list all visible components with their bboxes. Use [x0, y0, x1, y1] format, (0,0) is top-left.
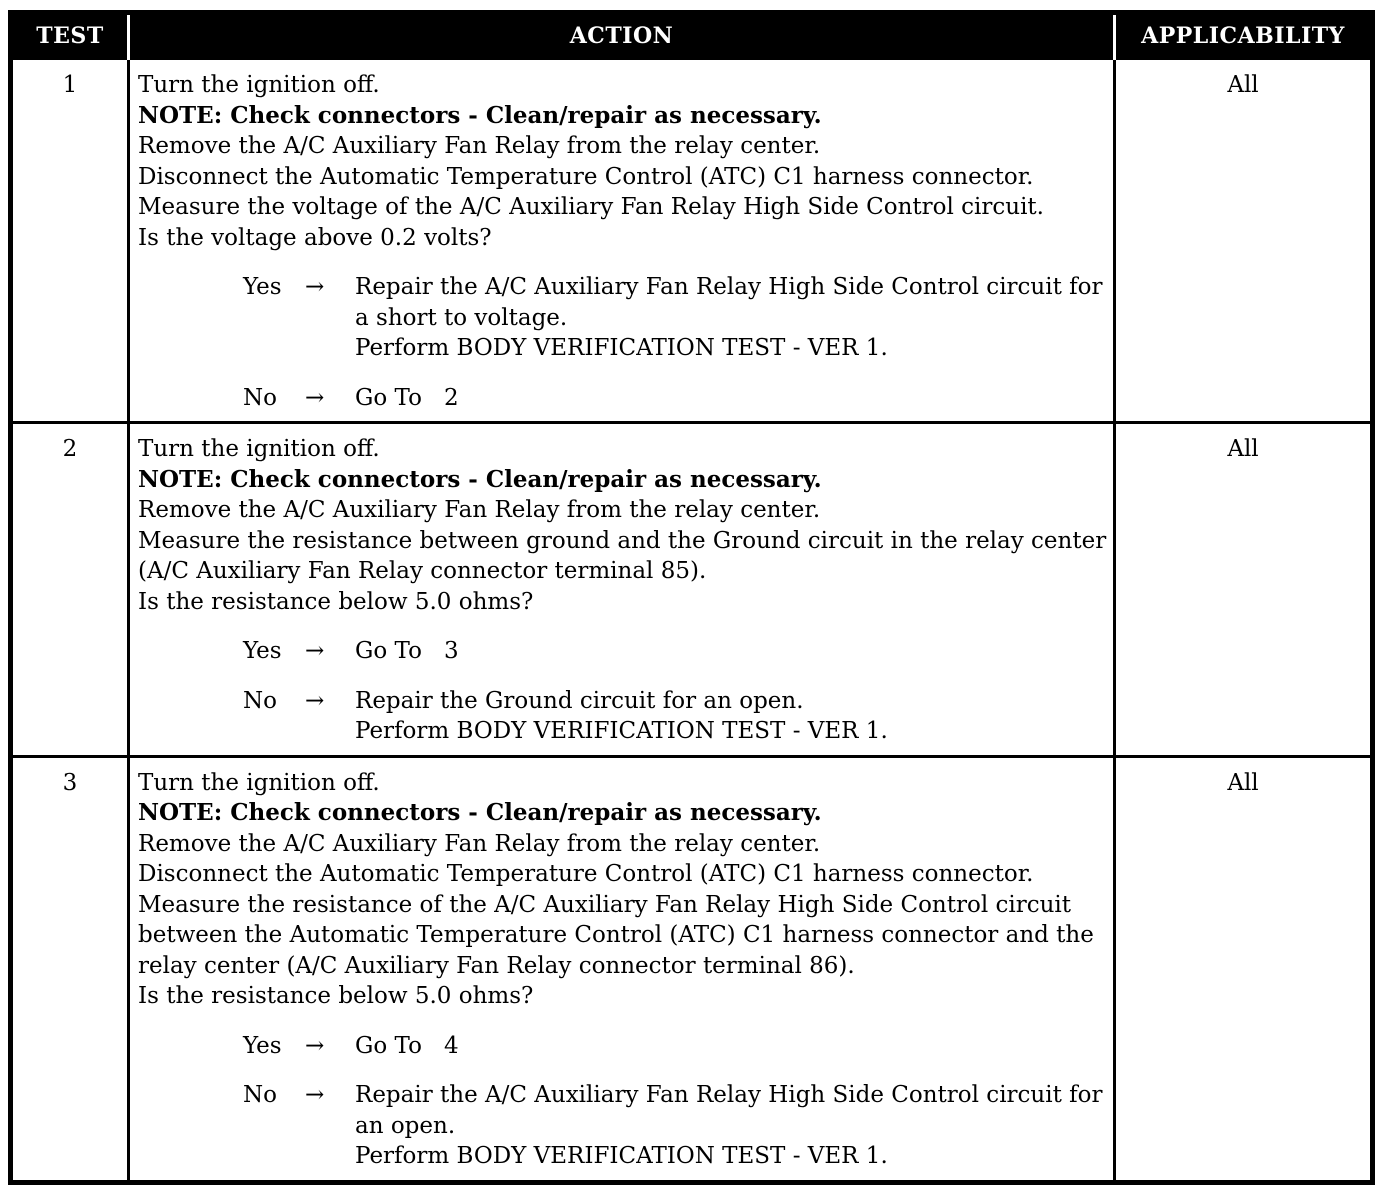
question-line: Is the voltage above 0.2 volts?: [138, 224, 492, 251]
question-line: Is the resistance below 5.0 ohms?: [138, 588, 534, 615]
result-line: Perform BODY VERIFICATION TEST - VER 1.: [355, 1143, 888, 1169]
note-line: NOTE: Check connectors - Clean/repair as necessary.: [138, 799, 822, 826]
yes-branch: [138, 636, 1107, 667]
header-action: ACTION: [129, 13, 1115, 59]
step-line: Measure the voltage of the A/C Auxiliary Fan Relay High Side Control circuit.: [138, 194, 1044, 220]
step-line: Remove the A/C Auxiliary Fan Relay from the relay center.: [138, 497, 821, 523]
no-branch: [138, 1080, 1107, 1172]
result-line: Perform BODY VERIFICATION TEST - VER 1.: [355, 335, 888, 361]
no-result: [355, 686, 1107, 747]
step-line: Turn the ignition off.: [138, 72, 380, 98]
arrow-icon: →: [305, 1032, 325, 1059]
arrow-icon: →: [305, 1082, 325, 1108]
step-line: Remove the A/C Auxiliary Fan Relay from the relay center.: [138, 133, 821, 159]
yes-branch: [138, 1031, 1107, 1062]
step-line: Remove the A/C Auxiliary Fan Relay from the relay center.: [138, 830, 821, 857]
question-line: Is the resistance below 5.0 ohms?: [138, 983, 534, 1009]
goto-link[interactable]: 3: [443, 638, 459, 664]
applicability-cell: All: [1115, 756, 1373, 1182]
test-number: 2: [11, 423, 129, 757]
goto-link[interactable]: 2: [443, 384, 459, 411]
step-line: Disconnect the Automatic Temperature Control (ATC) C1 harness connector.: [138, 163, 1034, 190]
no-result: [355, 1080, 1107, 1172]
step-line: Measure the resistance between ground and the Ground circuit in the relay center: [138, 527, 1107, 554]
test-number: 3: [11, 756, 129, 1182]
step-line: (A/C Auxiliary Fan Relay connector terminal 85).: [138, 558, 707, 584]
goto-label: Go To: [355, 638, 422, 664]
no-branch: [138, 686, 1107, 747]
yes-label: Yes: [243, 1032, 282, 1059]
result-line: Repair the A/C Auxiliary Fan Relay High Side Control circuit for: [355, 274, 1103, 300]
diagnostic-test-table: [8, 10, 1375, 1185]
applicability-cell: All: [1115, 59, 1373, 423]
arrow-icon: →: [305, 384, 325, 411]
step-line: Measure the resistance of the A/C Auxiliary Fan Relay High Side Control circuit: [138, 891, 1072, 918]
no-label: No: [243, 687, 277, 714]
arrow-icon: →: [305, 638, 325, 664]
yes-label: Yes: [243, 274, 282, 300]
note-line: NOTE: Check connectors - Clean/repair as necessary.: [138, 101, 822, 129]
branch-group: [138, 272, 1107, 413]
no-result: [355, 383, 1107, 414]
result-line: a short to voltage.: [355, 304, 568, 331]
test-number: 1: [11, 59, 129, 423]
applicability-cell: All: [1115, 423, 1373, 757]
arrow-icon: →: [305, 274, 325, 300]
branch-group: [138, 1031, 1107, 1172]
arrow-icon: →: [305, 687, 325, 714]
step-line: Disconnect the Automatic Temperature Control (ATC) C1 harness connector.: [138, 861, 1034, 887]
test-row-1: [11, 59, 1373, 423]
no-branch: [138, 383, 1107, 414]
step-line: relay center (A/C Auxiliary Fan Relay connector terminal 86).: [138, 952, 855, 979]
yes-result: [355, 272, 1107, 364]
action-cell: [129, 756, 1115, 1182]
yes-label: Yes: [243, 638, 282, 664]
test-row-2: [11, 423, 1373, 757]
no-label: No: [243, 1082, 277, 1108]
action-cell: [129, 423, 1115, 757]
action-cell: [129, 59, 1115, 423]
step-line: Turn the ignition off.: [138, 436, 380, 462]
header-applicability: APPLICABILITY: [1115, 13, 1373, 59]
result-line: an open.: [355, 1112, 456, 1139]
result-line: Repair the Ground circuit for an open.: [355, 687, 804, 714]
yes-result: [355, 1031, 1107, 1062]
branch-group: [138, 636, 1107, 747]
yes-result: [355, 636, 1107, 667]
step-line: Turn the ignition off.: [138, 769, 380, 796]
goto-label: Go To: [355, 1032, 422, 1059]
diagnostic-test-sheet: [8, 10, 1370, 1185]
goto-label: Go To: [355, 384, 422, 411]
step-line: between the Automatic Temperature Control (ATC) C1 harness connector and the: [138, 922, 1094, 948]
table-header-row: [11, 13, 1373, 59]
no-label: No: [243, 384, 277, 411]
result-line: Repair the A/C Auxiliary Fan Relay High Side Control circuit for: [355, 1082, 1103, 1108]
yes-branch: [138, 272, 1107, 364]
header-test: TEST: [11, 13, 129, 59]
note-line: NOTE: Check connectors - Clean/repair as necessary.: [138, 465, 822, 493]
goto-link[interactable]: 4: [443, 1032, 459, 1059]
test-row-3: [11, 756, 1373, 1182]
result-line: Perform BODY VERIFICATION TEST - VER 1.: [355, 718, 888, 744]
